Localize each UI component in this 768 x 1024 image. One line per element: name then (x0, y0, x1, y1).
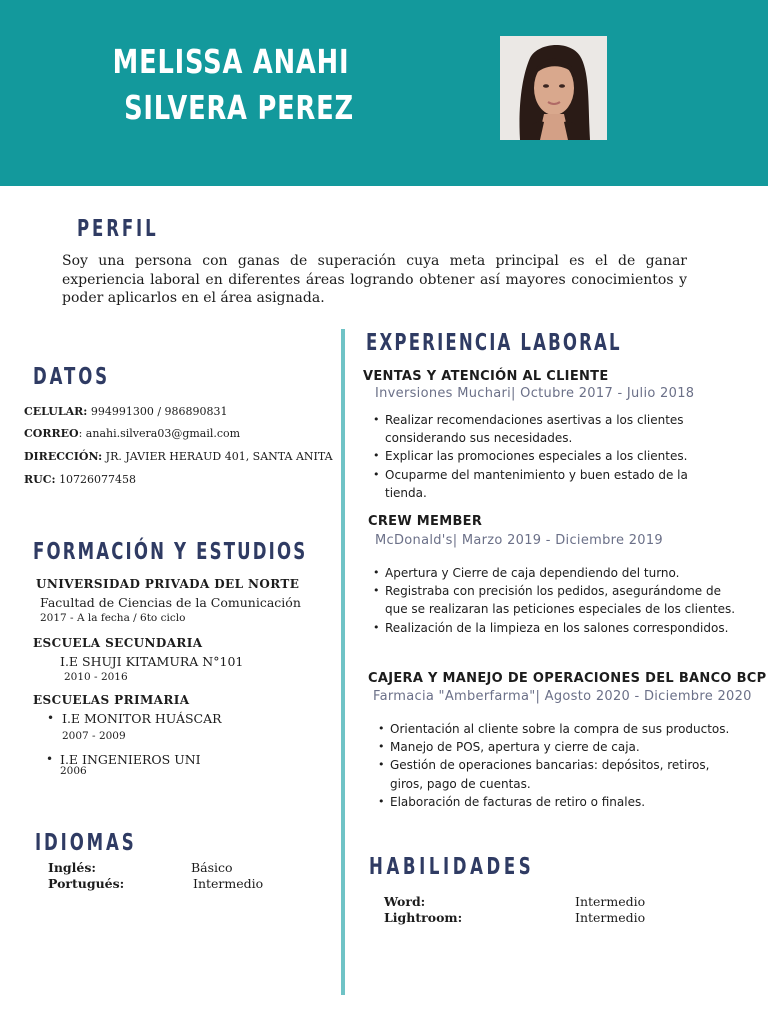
secundaria-period: 2010 - 2016 (64, 671, 128, 683)
primaria-school-2: I.E INGENIEROS UNI (60, 752, 201, 767)
ruc-label: RUC: (24, 473, 56, 486)
list-item: • Apertura y Cierre de caja dependiendo del turno. (372, 564, 744, 582)
celular-value: 994991300 / 986890831 (90, 405, 228, 418)
uni-faculty: Facultad de Ciencias de la Comunicación (40, 595, 301, 610)
skill-lightroom-label: Lightroom: (384, 910, 463, 925)
experiencia-title: EXPERIENCIA LABORAL (366, 330, 622, 356)
column-divider (341, 329, 345, 995)
direccion-label: DIRECCIÓN: (24, 450, 103, 463)
skill-word-label: Word: (384, 894, 426, 909)
perfil-text: Soy una persona con ganas de superación cuya meta principal es el de ganar experiencia laboral en diferentes áreas logrando obtener así mayores conocimientos y poder aplicarlos en el área asignada. (62, 253, 687, 306)
job-1-subtitle: Inversiones Muchari| Octubre 2017 - Julio 2018 (375, 386, 695, 401)
list-item: • Realizar recomendaciones asertivas a los clientes considerando sus necesidades. (372, 411, 702, 447)
correo-value: : anahi.silvera03@gmail.com (78, 427, 241, 440)
bullet-icon: • (47, 711, 55, 725)
job-2-bullets (372, 564, 744, 637)
direccion-value: JR. JAVIER HERAUD 401, SANTA ANITA (105, 450, 333, 463)
ruc-row (24, 473, 136, 486)
uni-name: UNIVERSIDAD PRIVADA DEL NORTE (36, 577, 300, 591)
skill-lightroom-level: Intermedio (575, 910, 646, 925)
idioma-ingles-label: Inglés: (48, 860, 97, 875)
job-3-bullets (377, 720, 737, 811)
idioma-portugues-level: Intermedio (193, 876, 264, 891)
perfil-title: PERFIL (77, 216, 159, 242)
uni-period: 2017 - A la fecha / 6to ciclo (40, 612, 186, 624)
primaria-header: ESCUELAS PRIMARIA (33, 693, 190, 707)
correo-label: CORREO (24, 427, 79, 440)
job-2-title: CREW MEMBER (368, 514, 483, 529)
idioma-ingles-level: Básico (191, 860, 233, 875)
secundaria-school: I.E SHUJI KITAMURA N°101 (60, 654, 244, 669)
job-3-subtitle: Farmacia "Amberfarma"| Agosto 2020 - Diciembre 2020 (373, 689, 752, 704)
list-item: • Registraba con precisión los pedidos, asegurándome de que se realizaran las peticiones especiales de los clientes. (372, 582, 744, 618)
job-1-bullets (372, 411, 702, 502)
list-item: • Orientación al cliente sobre la compra de sus productos. (377, 720, 737, 738)
job-3-title: CAJERA Y MANEJO DE OPERACIONES DEL BANCO BCP (368, 671, 767, 686)
name-line-2: SILVERA PEREZ (124, 88, 354, 127)
header-banner (0, 0, 768, 186)
name-line-1: MELISSA ANAHI (112, 42, 350, 81)
list-item: • Manejo de POS, apertura y cierre de caja. (377, 738, 737, 756)
datos-title: DATOS (33, 364, 110, 390)
idioma-portugues-label: Portugués: (48, 876, 125, 891)
primaria-period-2: 2006 (60, 765, 87, 777)
list-item: • Explicar las promociones especiales a los clientes. (372, 447, 702, 465)
list-item: • Gestión de operaciones bancarias: depósitos, retiros, giros, pago de cuentas. (377, 756, 737, 792)
formacion-title: FORMACIÓN Y ESTUDIOS (33, 539, 308, 565)
celular-row (24, 405, 228, 418)
profile-photo (500, 36, 607, 140)
primaria-school-1: I.E MONITOR HUÁSCAR (62, 711, 222, 726)
skill-word-level: Intermedio (575, 894, 646, 909)
job-2-subtitle: McDonald's| Marzo 2019 - Diciembre 2019 (375, 533, 664, 548)
primaria-period-1: 2007 - 2009 (62, 730, 126, 742)
idiomas-title: IDIOMAS (35, 830, 137, 856)
secundaria-header: ESCUELA SECUNDARIA (33, 636, 203, 650)
bullet-icon: • (46, 752, 54, 766)
list-item: • Elaboración de facturas de retiro o finales. (377, 793, 737, 811)
job-1-title: VENTAS Y ATENCIÓN AL CLIENTE (363, 369, 609, 384)
list-item: • Realización de la limpieza en los salones correspondidos. (372, 619, 744, 637)
list-item: • Ocuparme del mantenimiento y buen estado de la tienda. (372, 466, 702, 502)
correo-row (24, 427, 240, 440)
direccion-row (24, 450, 333, 463)
habilidades-title: HABILIDADES (369, 854, 535, 880)
celular-label: CELULAR: (24, 405, 88, 418)
ruc-value: 10726077458 (59, 473, 137, 486)
